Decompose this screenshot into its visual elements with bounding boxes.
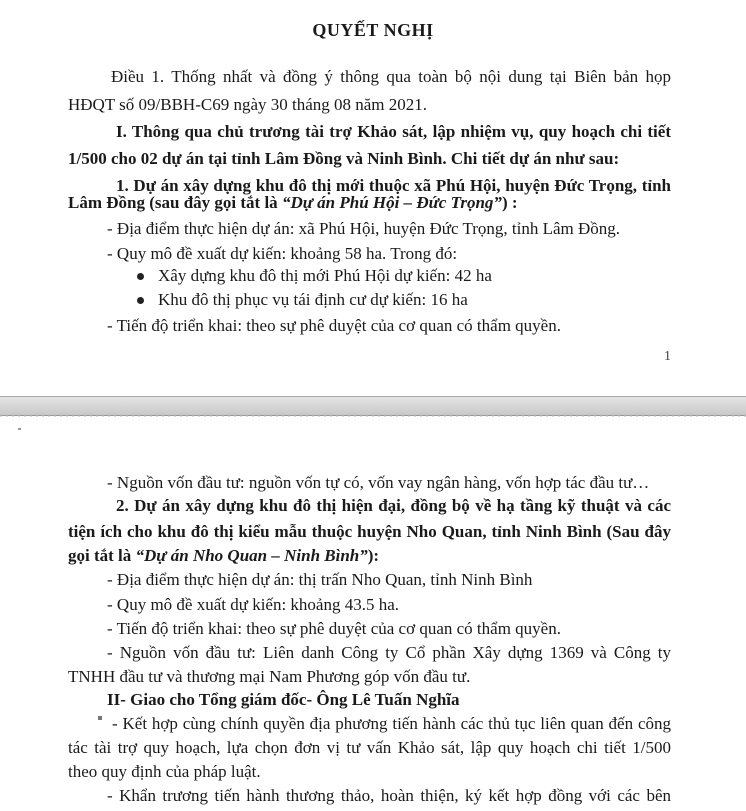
task-negotiate-line-1: - Khẩn trương tiến hành thương thảo, hoàn thiện, ký kết hợp đồng với các bên bbox=[107, 786, 671, 805]
project-2-funding-line-1: - Nguồn vốn đầu tư: Liên danh Công ty Cổ phần Xây dựng 1369 và Công ty bbox=[107, 643, 671, 662]
scan-speck bbox=[18, 428, 21, 430]
project-2-heading-line-1: 2. Dự án xây dựng khu đô thị hiện đại, đồng bộ về hạ tầng kỹ thuật và các bbox=[116, 496, 671, 515]
project-1-schedule: - Tiến độ triển khai: theo sự phê duyệt của cơ quan có thẩm quyền. bbox=[107, 316, 561, 335]
task-coordinate-line-1: - Kết hợp cùng chính quyền địa phương tiến hành các thủ tục liên quan đến công bbox=[112, 714, 671, 733]
project-1-scale-item-2: Khu đô thị phục vụ tái định cư dự kiến: 16 ha bbox=[158, 290, 468, 309]
scan-mark bbox=[98, 716, 102, 720]
section-1-heading-line-2: 1/500 cho 02 dự án tại tỉnh Lâm Đồng và Ninh Bình. Chi tiết dự án như sau: bbox=[68, 149, 620, 168]
article-1-line-1: Điều 1. Thống nhất và đồng ý thông qua toàn bộ nội dung tại Biên bản họp bbox=[111, 67, 671, 86]
project-1-heading-line-1: 1. Dự án xây dựng khu đô thị mới thuộc xã Phú Hội, huyện Đức Trọng, tỉnh bbox=[116, 176, 671, 195]
bullet-icon bbox=[137, 273, 144, 280]
section-2-heading: II- Giao cho Tổng giám đốc- Ông Lê Tuấn Nghĩa bbox=[107, 690, 460, 709]
task-coordinate-line-2: tác tài trợ quy hoạch, lựa chọn đơn vị tư vấn Khảo sát, lập quy hoạch chi tiết 1/500 bbox=[68, 738, 671, 757]
page-number: 1 bbox=[664, 349, 671, 364]
article-1-line-2: HĐQT số 09/BBH-C69 ngày 30 tháng 08 năm 2021. bbox=[68, 95, 428, 114]
page-separator bbox=[0, 396, 746, 416]
project-1-scale: - Quy mô đề xuất dự kiến: khoảng 58 ha. Trong đó: bbox=[107, 244, 458, 263]
project-2-funding-line-2: TNHH đầu tư và thương mại Nam Phương góp vốn đầu tư. bbox=[68, 667, 471, 686]
document-title: QUYẾT NGHỊ bbox=[312, 20, 434, 40]
bullet-icon bbox=[137, 297, 144, 304]
page-separator-shadow bbox=[0, 414, 746, 417]
project-1-location: - Địa điểm thực hiện dự án: xã Phú Hội, huyện Đức Trọng, tỉnh Lâm Đồng. bbox=[107, 219, 621, 238]
project-2-heading-line-2: tiện ích cho khu đô thị kiểu mẫu thuộc huyện Nho Quan, tỉnh Ninh Bình (Sau đây bbox=[68, 522, 671, 541]
project-1-heading-line-2: Lâm Đồng (sau đây gọi tắt là “Dự án Phú Hội – Đức Trọng”) : bbox=[68, 193, 518, 212]
project-2-schedule: - Tiến độ triển khai: theo sự phê duyệt của cơ quan có thẩm quyền. bbox=[107, 619, 561, 638]
project-2-scale: - Quy mô đề xuất dự kiến: khoảng 43.5 ha. bbox=[107, 595, 400, 614]
section-1-heading-line-1: I. Thông qua chủ trương tài trợ Khảo sát, lập nhiệm vụ, quy hoạch chi tiết bbox=[116, 122, 671, 141]
task-coordinate-line-3: theo quy định của pháp luật. bbox=[68, 762, 261, 781]
project-1-scale-item-1: Xây dựng khu đô thị mới Phú Hội dự kiến: 42 ha bbox=[158, 266, 492, 285]
project-2-location: - Địa điểm thực hiện dự án: thị trấn Nho Quan, tỉnh Ninh Bình bbox=[107, 570, 533, 589]
project-1-funding: - Nguồn vốn đầu tư: nguồn vốn tự có, vốn vay ngân hàng, vốn hợp tác đầu tư… bbox=[107, 473, 650, 492]
project-2-heading-line-3: gọi tắt là “Dự án Nho Quan – Ninh Bình”): bbox=[68, 546, 380, 565]
